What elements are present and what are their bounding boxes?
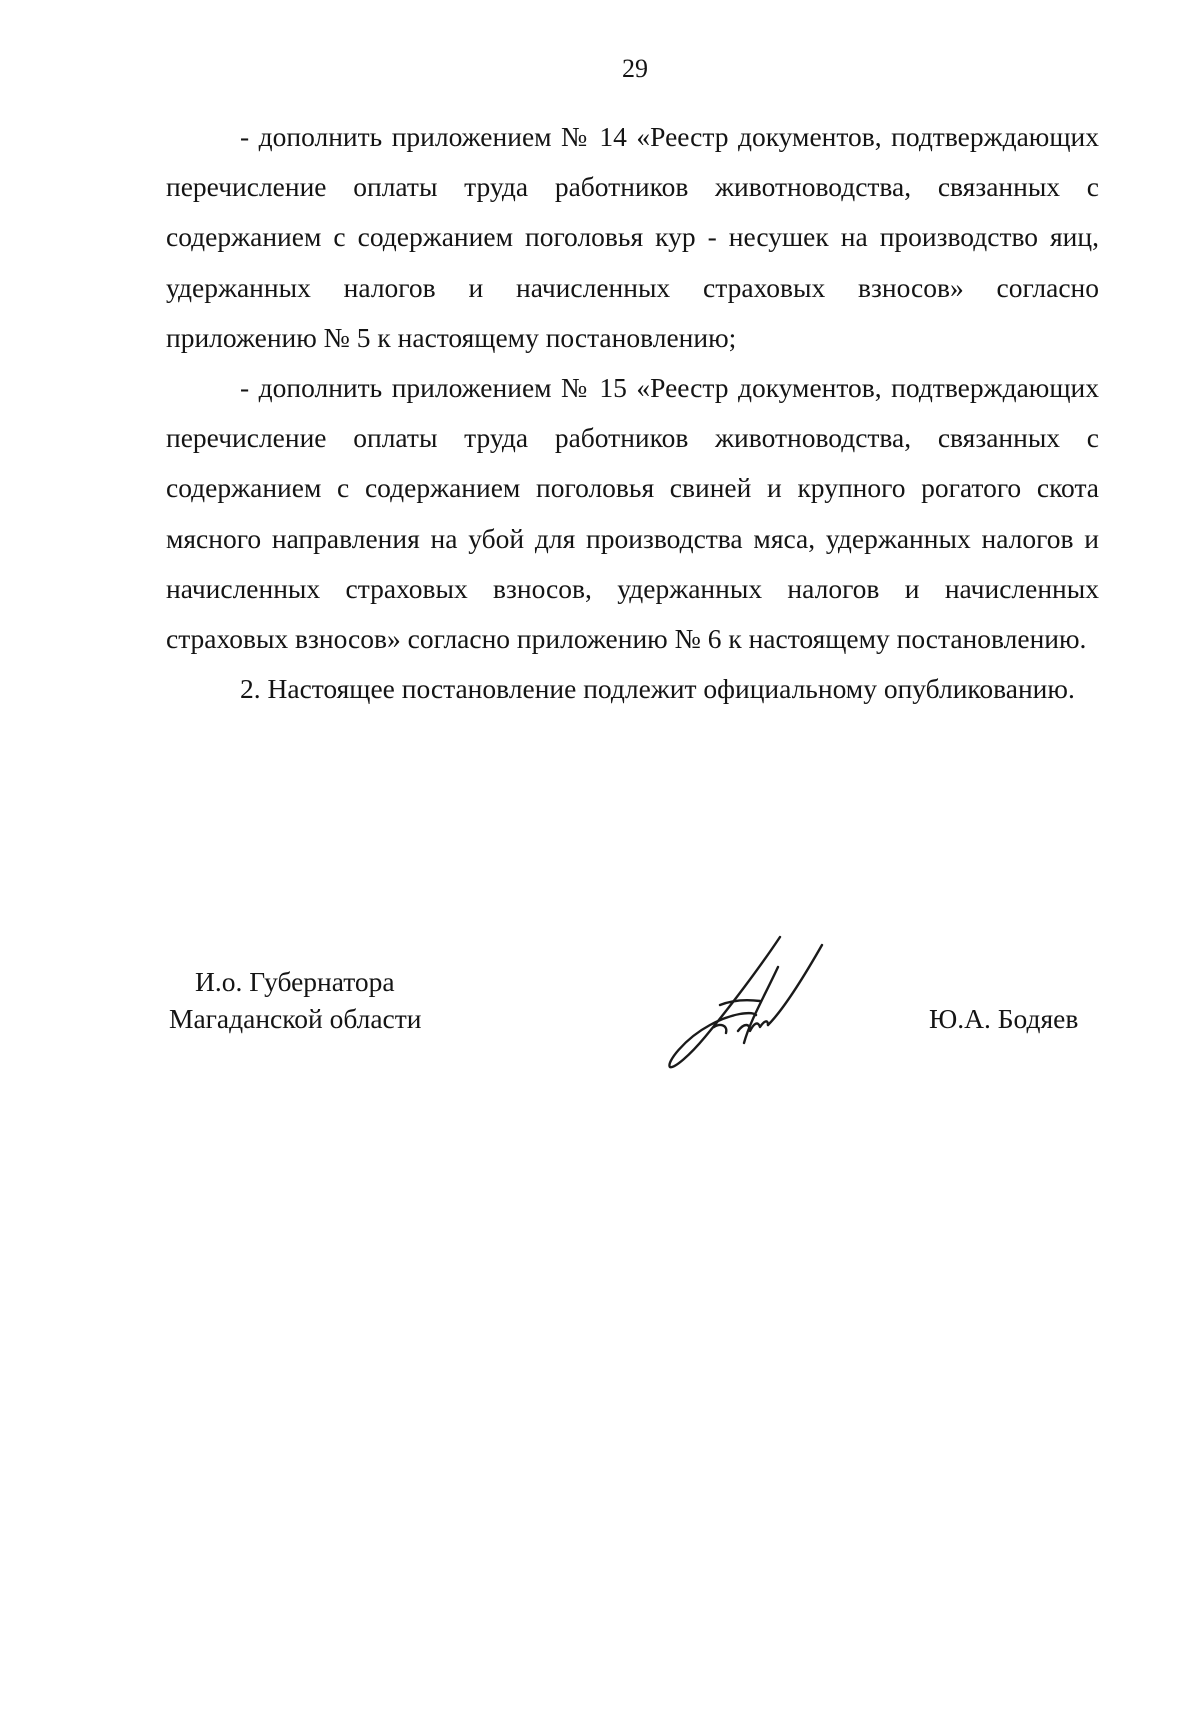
signer-name: Ю.А. Бодяев — [929, 1003, 1079, 1034]
paragraph-appendix-15: - дополнить приложением № 15 «Реестр документов, подтверждающих перечисление оплаты труда работников животноводства, связанных с содержанием с содержанием поголовья свиней и крупного рогатого скота мясного направления на убой для производства мяса, удержанных налогов и начисленных страховых взносов, удержанных налогов и начисленных страховых взносов» согласно приложению № 6 к настоящему постановлению. — [166, 372, 1099, 655]
paragraph-appendix-14: - дополнить приложением № 14 «Реестр документов, подтверждающих перечисление оплаты труда работников животноводства, связанных с содержанием с содержанием поголовья кур - несушек на производство яиц, удержанных налогов и начисленных страховых взносов» согласно приложению № 5 к настоящему постановлению; — [166, 121, 1099, 353]
document-body — [166, 112, 1099, 714]
paragraph-publication: 2. Настоящее постановление подлежит официальному опубликованию. — [240, 673, 1075, 705]
handwritten-signature-icon — [660, 927, 850, 1087]
signer-position — [169, 963, 422, 1037]
page-number: 29 — [622, 54, 648, 83]
signer-position-title: И.о. Губернатора — [195, 966, 395, 997]
signature-block — [0, 963, 1200, 1093]
signer-position-region: Магаданской области — [169, 1003, 422, 1034]
